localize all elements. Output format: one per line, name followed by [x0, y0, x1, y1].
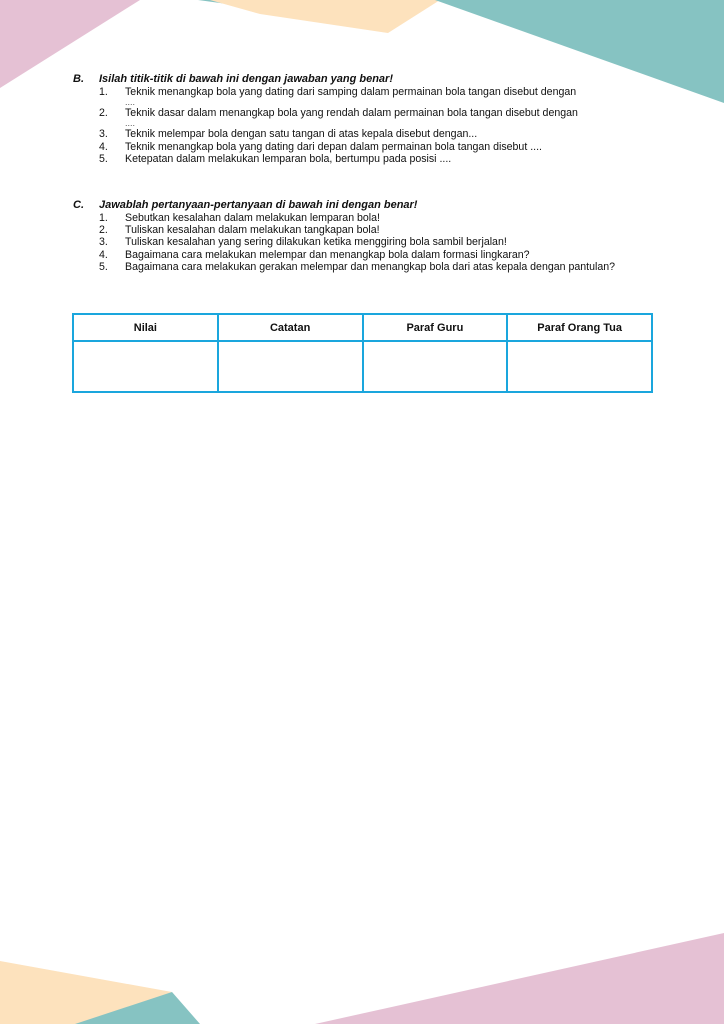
item-text: Bagaimana cara melakukan melempar dan menangkap bola dalam formasi lingkaran? [125, 248, 530, 261]
item-number: 3. [99, 128, 108, 141]
list-item [99, 107, 653, 128]
item-text: Tuliskan kesalahan dalam melakukan tangkapan bola! [125, 224, 380, 237]
item-number: 1. [99, 212, 108, 224]
item-text: Teknik melempar bola dengan satu tangan di atas kepala disebut dengan... [125, 128, 478, 141]
header-catatan: Catatan [218, 314, 363, 341]
section-b-heading [73, 73, 653, 86]
grade-table-row [73, 341, 652, 392]
item-number: 4. [99, 140, 108, 153]
item-text [125, 86, 653, 107]
item-number: 3. [99, 236, 108, 249]
header-nilai: Nilai [73, 314, 218, 341]
section-c [73, 199, 653, 273]
list-item [99, 249, 653, 261]
list-item [99, 86, 653, 107]
item-text [125, 107, 653, 128]
item-text: Ketepatan dalam melakukan lemparan bola, bertumpu pada posisi .... [125, 152, 452, 165]
section-c-heading [73, 199, 653, 212]
item-number: 1. [99, 86, 108, 98]
list-item [99, 153, 653, 165]
section-b [73, 73, 653, 165]
item-text: Bagaimana cara melakukan gerakan melempar dan menangkap bola dari atas kepala dengan pantulan? [125, 260, 615, 273]
top-peach-shape [210, 0, 440, 33]
list-item [99, 261, 653, 273]
question-list [73, 212, 653, 273]
item-blank: .... [125, 97, 136, 108]
bottom-right-pink-triangle [315, 933, 724, 1024]
cell-paraf-guru[interactable] [363, 341, 508, 392]
cell-paraf-orang-tua[interactable] [507, 341, 652, 392]
item-number: 4. [99, 248, 108, 261]
fill-in-list [73, 86, 653, 165]
section-title: Isilah titik-titik di bawah ini dengan jawaban yang benar! [99, 73, 393, 85]
section-letter: B. [73, 73, 84, 85]
list-item [99, 212, 653, 224]
cell-catatan[interactable] [218, 341, 363, 392]
list-item [99, 141, 653, 153]
item-number: 2. [99, 107, 108, 120]
list-item [99, 224, 653, 236]
item-text: Tuliskan kesalahan yang sering dilakukan ketika menggiring bola sambil berjalan! [125, 236, 507, 249]
list-item [99, 236, 653, 248]
section-letter: C. [73, 199, 84, 211]
list-item [99, 128, 653, 140]
grade-table [72, 313, 653, 393]
item-blank: .... [125, 118, 136, 129]
item-number: 5. [99, 260, 108, 273]
section-title: Jawablah pertanyaan-pertanyaan di bawah ini dengan benar! [99, 199, 418, 211]
item-text: Sebutkan kesalahan dalam melakukan lemparan bola! [125, 212, 381, 224]
item-number: 2. [99, 224, 108, 237]
item-text-main: Teknik dasar dalam menangkap bola yang rendah dalam permainan bola tangan disebut dengan [125, 107, 578, 120]
header-paraf-orang-tua: Paraf Orang Tua [507, 314, 652, 341]
cell-nilai[interactable] [73, 341, 218, 392]
item-text: Teknik menangkap bola yang dating dari depan dalam permainan bola tangan disebut .... [125, 140, 542, 153]
header-paraf-guru: Paraf Guru [363, 314, 508, 341]
grade-table-header-row [73, 314, 652, 341]
item-text-main: Teknik menangkap bola yang dating dari samping dalam permainan bola tangan disebut dengan [125, 86, 577, 98]
item-number: 5. [99, 152, 108, 165]
